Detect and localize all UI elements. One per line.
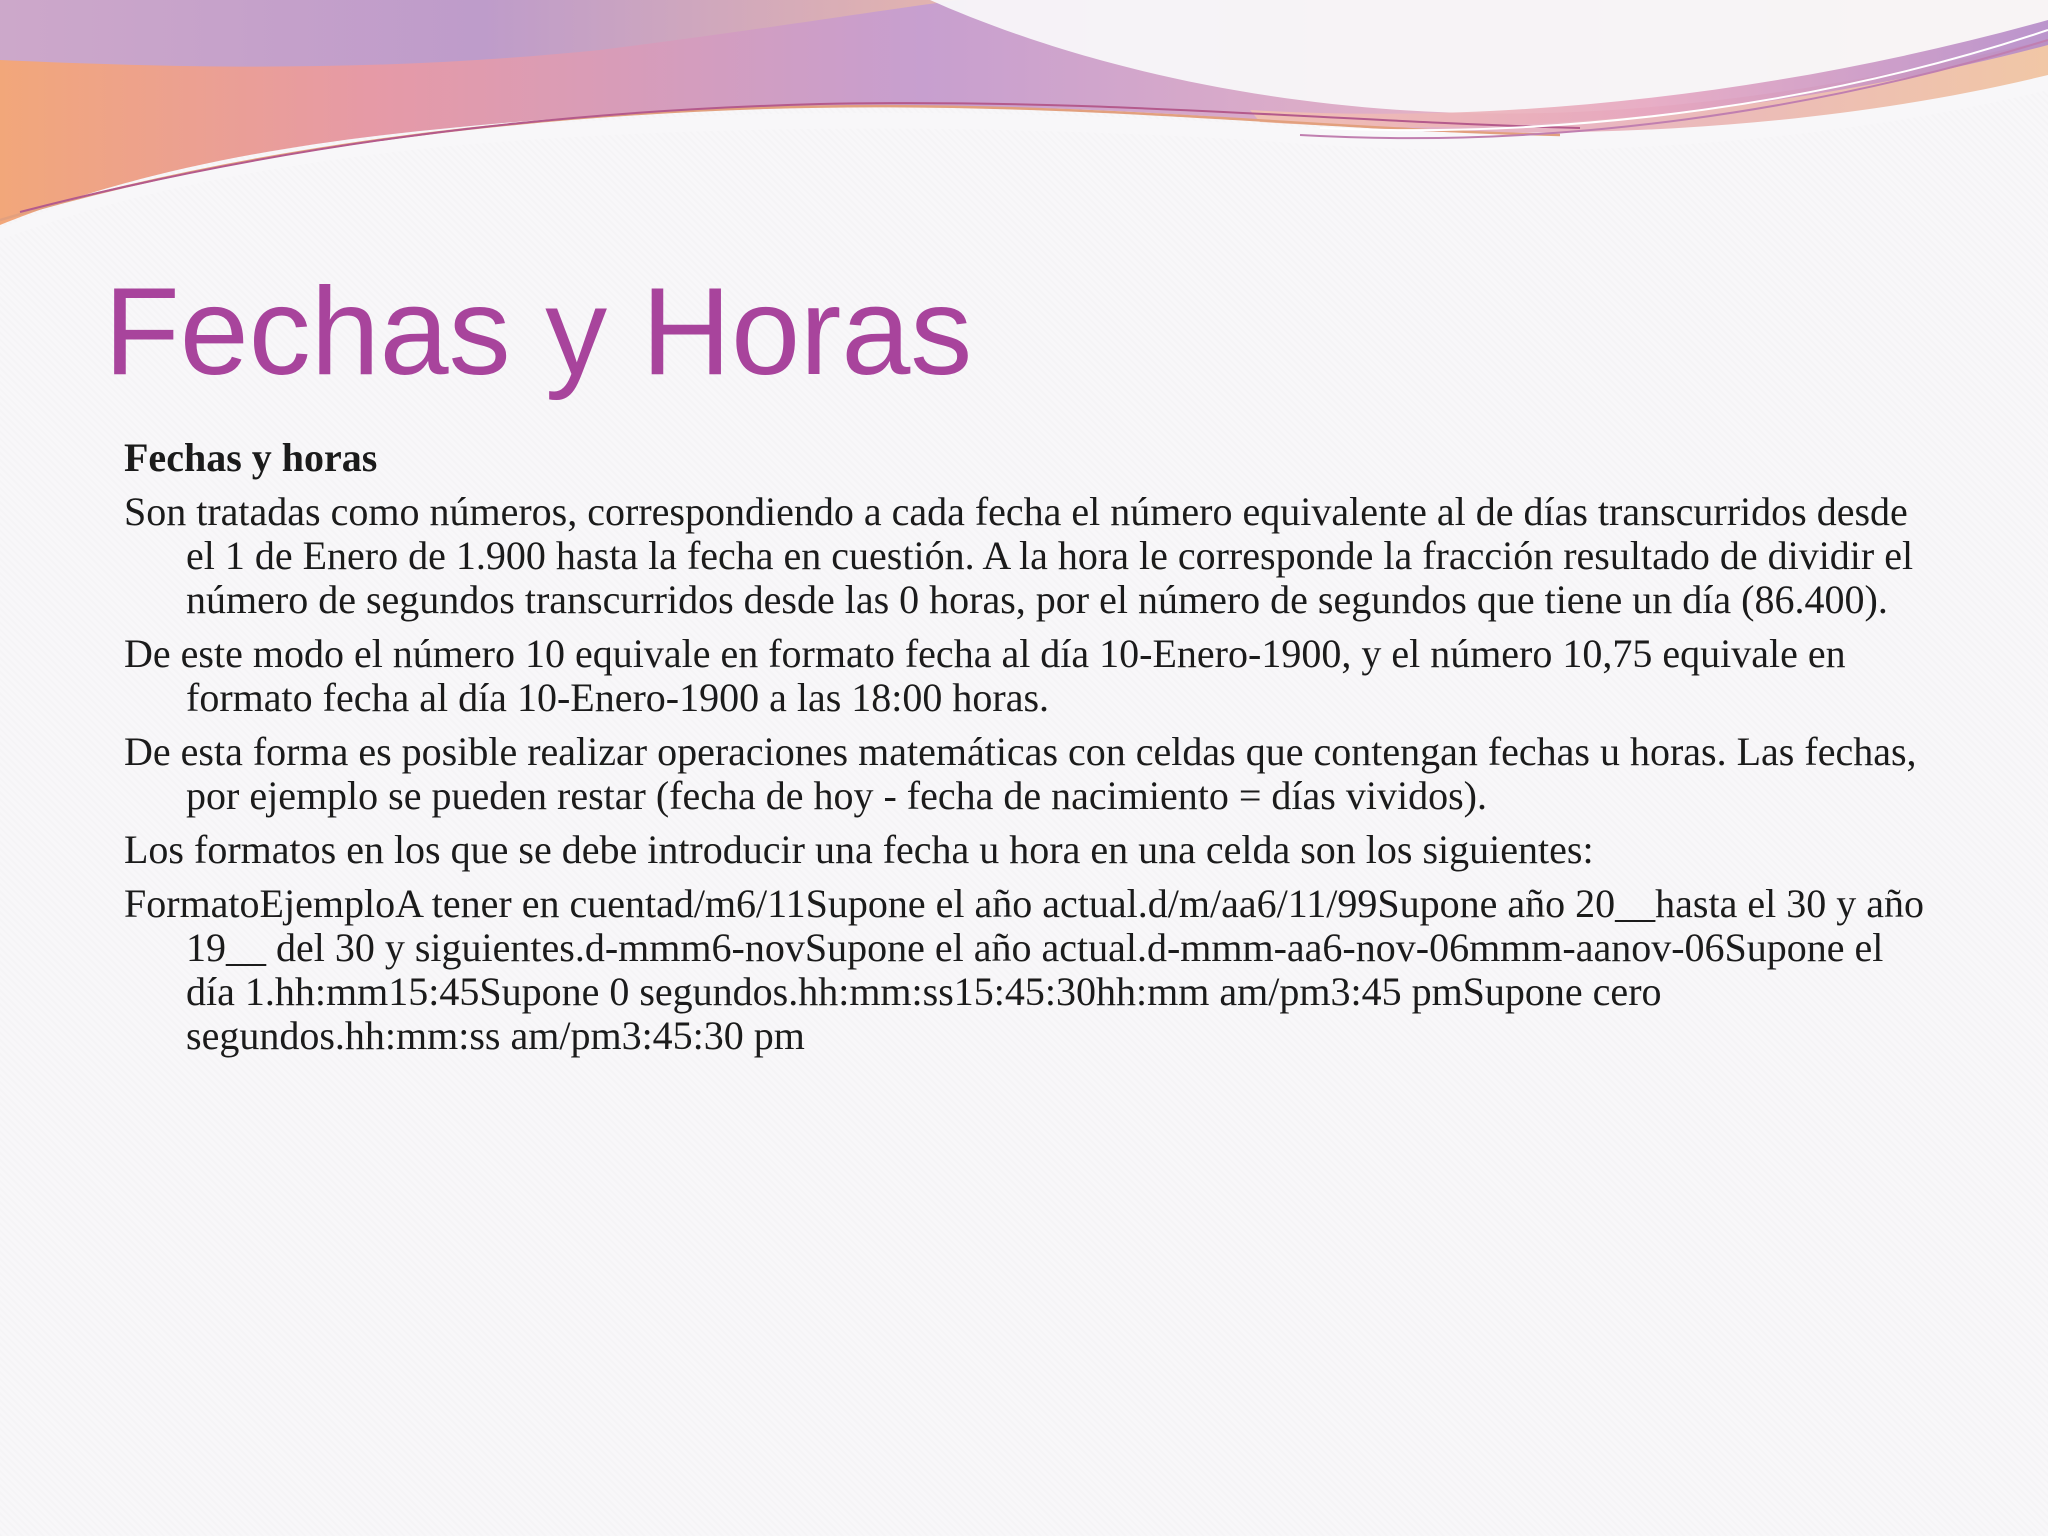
section-subheading: Fechas y horas: [124, 435, 378, 480]
paragraph-formats-list: FormatoEjemploA tener en cuentad/m6/11Supone el año actual.d/m/aa6/11/99Supone año 20__hasta el 30 y año 19__ del 30 y siguientes.d-mmm6-novSupone el año actual.d-mmm-aa6-nov-06mmm-aanov-06Supone el día 1.hh:mm15:45Supone 0 segundos.hh:mm:ss15:45:30hh:mm am/pm3:45 pmSupone cero segundos.hh:mm:ss am/pm3:45:30 pm: [124, 881, 1924, 1058]
slide-body: [124, 436, 1924, 1068]
decorative-wave-header: [0, 0, 2048, 240]
paragraph-definition: Son tratadas como números, correspondiendo a cada fecha el número equivalente al de días transcurridos desde el 1 de Enero de 1.900 hasta la fecha en cuestión. A la hora le corresponde la fracción resultado de dividir el número de segundos transcurridos desde las 0 horas, por el número de segundos que tiene un día (86.400).: [124, 489, 1914, 622]
paragraph-operations: De esta forma es posible realizar operaciones matemáticas con celdas que contengan fechas u horas. Las fechas, por ejemplo se pueden restar (fecha de hoy - fecha de nacimiento = días vividos).: [124, 729, 1917, 818]
slide-title: Fechas y Horas: [104, 263, 973, 401]
paragraph-formats-intro: Los formatos en los que se debe introducir una fecha u hora en una celda son los siguientes:: [124, 827, 1594, 872]
paragraph-example: De este modo el número 10 equivale en formato fecha al día 10-Enero-1900, y el número 10,75 equivale en formato fecha al día 10-Enero-1900 a las 18:00 horas.: [124, 631, 1846, 720]
